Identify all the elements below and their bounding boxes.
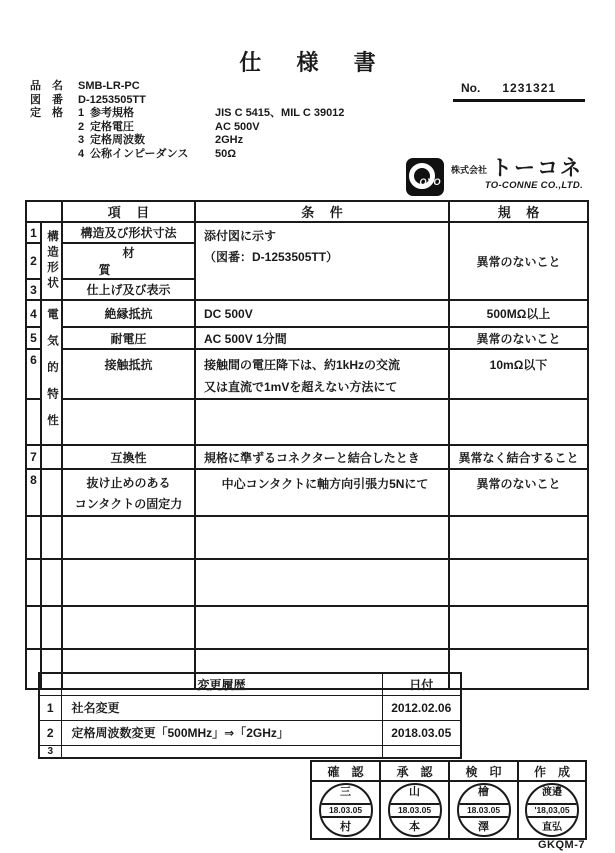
product-name-value: SMB-LR-PC — [78, 80, 140, 92]
rating-no: 3 — [78, 134, 85, 147]
rating-name: 定格電圧 — [90, 120, 134, 133]
item-cell: 耐電圧 — [62, 327, 195, 349]
rating-value: 2GHz — [215, 134, 244, 147]
category-cell — [41, 469, 62, 516]
item-cell: 互換性 — [62, 445, 195, 469]
history-description: 社名変更 — [61, 695, 382, 720]
history-header-row — [39, 673, 461, 695]
category-label: 構造形状 — [46, 230, 58, 292]
rating-item — [78, 107, 215, 121]
empty-cell — [26, 516, 41, 559]
stamp-date: 18.03.05 — [321, 803, 371, 818]
item-line: 抜け止めのある — [86, 476, 171, 490]
approval-header-create: 作 成 — [518, 761, 586, 781]
spec-row-blank — [26, 399, 588, 445]
rating-name: 公称インピーダンス — [90, 147, 189, 160]
empty-cell — [195, 399, 449, 445]
condition-cell — [195, 222, 449, 300]
company-name: トーコネ — [491, 157, 584, 180]
hanko-stamp — [388, 783, 442, 837]
rating-item — [78, 121, 215, 135]
spec-cell: 異常なく結合すること — [449, 445, 588, 469]
row-number-cell: 7 — [26, 445, 41, 469]
empty-cell — [39, 673, 61, 695]
empty-cell — [449, 606, 588, 649]
stamp-cell-create — [518, 781, 586, 839]
rating-row-2 — [30, 121, 344, 135]
empty-cell — [41, 559, 62, 606]
condition-cell — [195, 349, 449, 399]
doc-number-block — [453, 81, 585, 102]
history-date: 2018.03.05 — [382, 720, 461, 745]
empty-cell — [195, 606, 449, 649]
spec-row-8 — [26, 469, 588, 516]
company-name-en: TO-CONNE CO.,LTD. — [484, 180, 584, 191]
approval-header-confirm: 確 認 — [311, 761, 380, 781]
stamp-name-bottom: 村 — [340, 821, 351, 833]
empty-cell — [62, 516, 195, 559]
approval-header-approve: 承 認 — [380, 761, 449, 781]
row-number-cell: 8 — [26, 469, 41, 516]
stamp-cell-approve — [380, 781, 449, 839]
rating-label-spacer — [30, 148, 78, 162]
stamp-name-bottom: 直弘 — [542, 822, 562, 833]
logo-oyo-text: OYO — [419, 177, 441, 187]
category-cell — [41, 445, 62, 469]
stamp-name-top: 山 — [409, 786, 420, 798]
product-meta-block — [30, 80, 344, 162]
col-header-item: 項目 — [62, 201, 195, 222]
history-description: 定格周波数変更「500MHz」⇒「2GHz」 — [61, 720, 382, 745]
condition-cell: 規格に準ずるコネクターと結合したとき — [195, 445, 449, 469]
spec-cell: 異常のないこと — [449, 327, 588, 349]
change-history-table — [38, 672, 462, 759]
stamp-date: '18,03,05 — [527, 803, 577, 818]
spec-header-row — [26, 201, 588, 222]
empty-cell — [26, 399, 41, 445]
stamp-date: 18.03.05 — [459, 803, 509, 818]
history-date — [382, 745, 461, 758]
company-prefix: 株式会社 — [451, 165, 488, 175]
empty-cell — [26, 201, 62, 222]
history-title: 変更履歴 — [61, 673, 382, 695]
rating-value: AC 500V — [215, 120, 260, 133]
history-date-header: 日付 — [382, 673, 461, 695]
spec-row-1 — [26, 222, 588, 243]
rating-row-4 — [30, 148, 344, 162]
history-row-number: 2 — [39, 720, 61, 745]
empty-cell — [449, 649, 588, 689]
hanko-stamp — [525, 783, 579, 837]
company-text-block — [451, 158, 583, 196]
form-number: GKQM-7 — [538, 839, 585, 851]
product-name-label: 品 名 — [30, 80, 63, 92]
category-label: 電気的特性 — [46, 308, 58, 441]
rating-item — [78, 134, 215, 148]
item-cell — [62, 469, 195, 516]
spec-row-5 — [26, 327, 588, 349]
stamp-name-top: 渡邉 — [542, 787, 562, 798]
stamp-cell-inspect — [449, 781, 518, 839]
condition-cell: DC 500V — [195, 300, 449, 327]
empty-cell — [26, 606, 41, 649]
stamp-name-top: 三 — [340, 786, 351, 798]
row-number-cell: 5 — [26, 327, 41, 349]
item-cell: 接触抵抗 — [62, 349, 195, 399]
drawing-no-row — [30, 94, 344, 108]
rating-row-3 — [30, 134, 344, 148]
rating-no: 1 — [78, 107, 85, 120]
empty-cell — [449, 399, 588, 445]
history-row — [39, 695, 461, 720]
doc-number-label: No. — [461, 81, 481, 95]
company-logo-block — [406, 158, 583, 196]
empty-cell — [62, 559, 195, 606]
spec-row-blank — [26, 606, 588, 649]
history-row-number: 1 — [39, 695, 61, 720]
stamp-name-bottom: 澤 — [478, 821, 489, 833]
row-number-cell: 6 — [26, 349, 41, 399]
approval-header-row — [311, 761, 586, 781]
condition-cell: 中心コンタクトに軸方向引張力5Nにて — [195, 469, 449, 516]
row-number-cell: 2 — [26, 243, 41, 279]
drawing-no-value: D-1253505TT — [78, 93, 146, 106]
approval-table — [310, 760, 587, 840]
empty-cell — [449, 559, 588, 606]
item-cell: 絶縁抵抗 — [62, 300, 195, 327]
spec-row-blank — [26, 559, 588, 606]
page-title: 仕様書 — [239, 50, 411, 75]
rating-label: 定 格 — [30, 107, 63, 120]
spec-row-7 — [26, 445, 588, 469]
drawing-no-label: 図 番 — [30, 93, 63, 106]
spec-cell: 異常のないこと — [449, 222, 588, 300]
empty-cell — [62, 399, 195, 445]
col-header-spec: 規格 — [449, 201, 588, 222]
rating-no: 4 — [78, 147, 85, 160]
item-cell: 構造及び形状寸法 — [62, 222, 195, 243]
hanko-stamp — [319, 783, 373, 837]
empty-cell — [41, 516, 62, 559]
item-line: コンタクトの固定力 — [74, 497, 183, 511]
history-row — [39, 720, 461, 745]
empty-cell — [195, 516, 449, 559]
rating-item — [78, 148, 215, 162]
condition-line: 又は直流で1mVを超えない方法にて — [204, 380, 398, 394]
history-description — [61, 745, 382, 758]
row-number-cell: 1 — [26, 222, 41, 243]
spec-cell: 異常のないこと — [449, 469, 588, 516]
toconne-logo-icon — [406, 158, 444, 196]
item-cell: 仕上げ及び表示 — [62, 279, 195, 300]
spec-cell: 500MΩ以上 — [449, 300, 588, 327]
rating-row-1 — [30, 107, 344, 121]
empty-cell — [26, 559, 41, 606]
history-row — [39, 745, 461, 758]
hanko-stamp — [457, 783, 511, 837]
history-date: 2012.02.06 — [382, 695, 461, 720]
spec-table — [25, 200, 589, 690]
empty-cell — [449, 516, 588, 559]
col-header-condition: 条件 — [195, 201, 449, 222]
row-number-cell: 4 — [26, 300, 41, 327]
stamp-cell-confirm — [311, 781, 380, 839]
spec-row-blank — [26, 516, 588, 559]
doc-number-value: 1231321 — [502, 81, 557, 95]
condition-line: （図番：D-1253505TT） — [204, 250, 339, 264]
category-cell-structure — [41, 222, 62, 300]
condition-line: 接触間の電圧降下は、約1kHzの交流 — [204, 358, 401, 372]
rating-name: 参考規格 — [90, 107, 134, 120]
spec-row-6 — [26, 349, 588, 399]
row-number-cell: 3 — [26, 279, 41, 300]
history-row-number: 3 — [39, 745, 61, 758]
empty-cell — [195, 559, 449, 606]
stamp-name-bottom: 本 — [409, 821, 420, 833]
spec-row-4 — [26, 300, 588, 327]
empty-cell — [41, 606, 62, 649]
item-cell: 材質 — [62, 243, 195, 279]
spec-cell: 10mΩ以下 — [449, 349, 588, 399]
empty-cell — [62, 606, 195, 649]
condition-cell: AC 500V 1分間 — [195, 327, 449, 349]
category-cell-electrical — [41, 300, 62, 445]
rating-value: 50Ω — [215, 147, 237, 160]
rating-name: 定格周波数 — [90, 134, 145, 147]
approval-header-inspect: 検 印 — [449, 761, 518, 781]
rating-label-spacer — [30, 121, 78, 135]
product-name-row — [30, 80, 344, 94]
condition-line: 添付図に示す — [204, 229, 277, 243]
stamp-date: 18.03.05 — [390, 803, 440, 818]
rating-value: JIS C 5415、MIL C 39012 — [215, 107, 345, 120]
rating-label-spacer — [30, 134, 78, 148]
approval-stamp-row — [311, 781, 586, 839]
stamp-name-top: 檜 — [478, 786, 489, 798]
rating-no: 2 — [78, 120, 85, 133]
